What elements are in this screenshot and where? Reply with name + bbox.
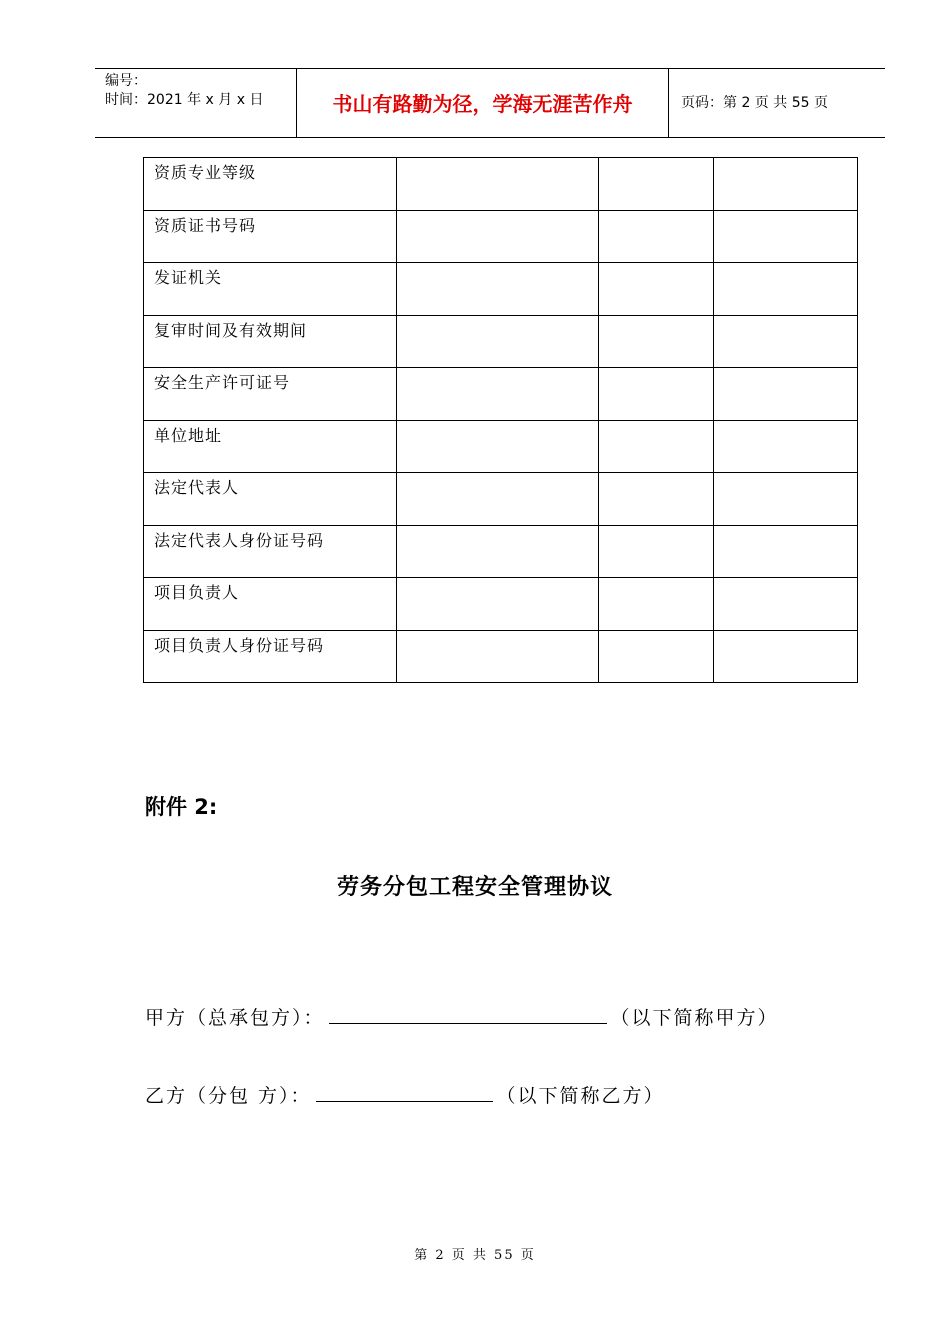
row-label: 单位地址 [144,420,397,473]
row-value-cell-1[interactable] [397,315,599,368]
header-left-cell [95,69,297,137]
row-value-cell-1[interactable] [397,630,599,683]
page-header [95,68,885,138]
row-value-cell-2[interactable] [599,315,714,368]
row-value-cell-3[interactable] [714,630,858,683]
row-value-cell-3[interactable] [714,525,858,578]
row-label: 项目负责人 [144,578,397,631]
document-number-label: 编号： [105,73,147,89]
row-label: 法定代表人 [144,473,397,526]
row-value-cell-3[interactable] [714,420,858,473]
row-value-cell-2[interactable] [599,368,714,421]
row-value-cell-2[interactable] [599,420,714,473]
party-b-suffix: （以下简称乙方） [496,1085,665,1107]
row-label: 法定代表人身份证号码 [144,525,397,578]
row-label: 资质证书号码 [144,210,397,263]
row-value-cell-1[interactable] [397,420,599,473]
document-time-label: 时间：2021 年 x 月 x 日 [105,92,264,108]
agreement-title: 劳务分包工程安全管理协议 [336,874,613,900]
row-label: 复审时间及有效期间 [144,315,397,368]
header-page-info: 页码：第 2 页 共 55 页 [681,95,828,111]
row-value-cell-1[interactable] [397,210,599,263]
row-value-cell-1[interactable] [397,158,599,211]
row-label: 资质专业等级 [144,158,397,211]
party-a-blank[interactable] [329,1003,607,1024]
party-a-line [145,1003,779,1031]
row-value-cell-3[interactable] [714,263,858,316]
table-row [144,368,858,421]
party-a-prefix: 甲方（总承包方）： [145,1007,325,1029]
row-value-cell-2[interactable] [599,210,714,263]
row-value-cell-2[interactable] [599,473,714,526]
table-row [144,158,858,211]
row-value-cell-3[interactable] [714,578,858,631]
row-value-cell-2[interactable] [599,158,714,211]
qualification-table [143,157,858,683]
table-row [144,263,858,316]
header-motto: 书山有路勤为径，学海无涯苦作舟 [332,92,633,116]
qualification-table-body [144,158,858,683]
table-row [144,315,858,368]
row-value-cell-3[interactable] [714,315,858,368]
header-right-cell [669,69,885,137]
party-b-blank[interactable] [316,1081,493,1102]
row-value-cell-1[interactable] [397,473,599,526]
row-label: 项目负责人身份证号码 [144,630,397,683]
table-row [144,578,858,631]
row-value-cell-1[interactable] [397,368,599,421]
row-value-cell-3[interactable] [714,210,858,263]
attachment-label: 附件 2: [145,795,218,819]
party-b-prefix: 乙方（分包 方）： [145,1085,312,1107]
table-row [144,210,858,263]
table-row [144,525,858,578]
table-row [144,420,858,473]
row-value-cell-1[interactable] [397,263,599,316]
row-value-cell-2[interactable] [599,578,714,631]
party-b-line [145,1081,665,1109]
row-value-cell-3[interactable] [714,473,858,526]
row-label: 安全生产许可证号 [144,368,397,421]
row-value-cell-1[interactable] [397,578,599,631]
table-row [144,630,858,683]
table-row [144,473,858,526]
header-middle-cell [297,69,669,137]
row-value-cell-2[interactable] [599,630,714,683]
row-value-cell-1[interactable] [397,525,599,578]
row-value-cell-3[interactable] [714,368,858,421]
party-a-suffix: （以下简称甲方） [610,1007,779,1029]
page-footer: 第 2 页 共 55 页 [414,1248,536,1263]
row-value-cell-2[interactable] [599,525,714,578]
row-label: 发证机关 [144,263,397,316]
row-value-cell-3[interactable] [714,158,858,211]
row-value-cell-2[interactable] [599,263,714,316]
